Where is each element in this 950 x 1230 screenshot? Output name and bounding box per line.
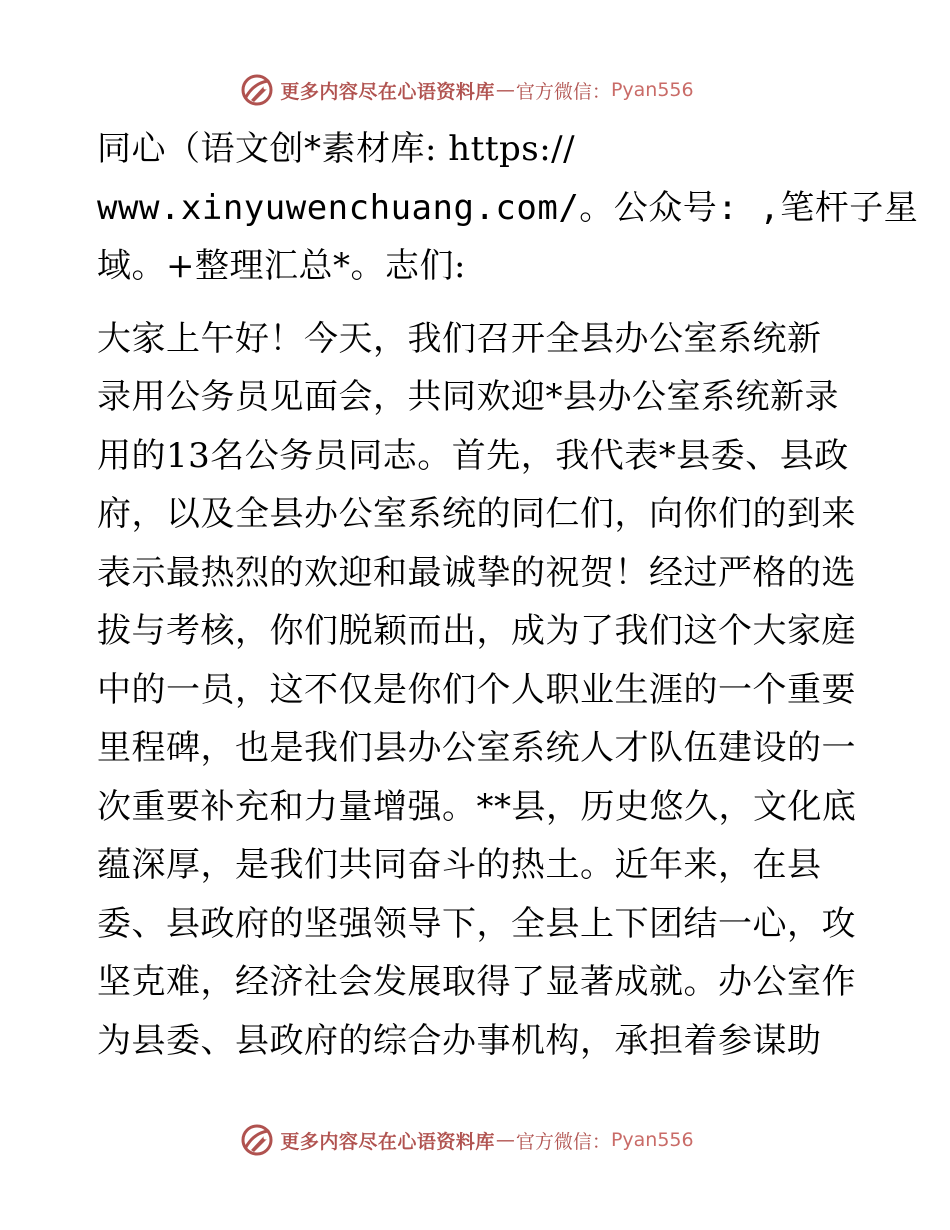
footer-banner-text: 更多内容尽在心语资料库: [280, 1130, 495, 1153]
text-line: 次重要补充和力量增强。**县，历史悠久，文化底: [97, 786, 857, 827]
text-line: 表示最热烈的欢迎和最诚挚的祝贺！经过严格的选: [97, 552, 856, 593]
text-line: 大家上午好！今天，我们召开全县办公室系统新: [97, 318, 822, 359]
header-contact-id: Pyan556: [610, 79, 694, 101]
text-line: 中的一员，这不仅是你们个人职业生涯的一个重要: [97, 669, 856, 710]
footer-contact-id: Pyan556: [610, 1129, 694, 1151]
header-banner-text: 更多内容尽在心语资料库: [280, 80, 495, 103]
footer-banner-dash: —: [495, 1129, 515, 1151]
header-banner-inner: [240, 73, 693, 107]
header-banner-dash: —: [495, 79, 515, 101]
text-line: 委、县政府的坚强领导下，全县上下团结一心，攻: [97, 903, 856, 944]
text-line: 录用公务员见面会，共同欢迎*县办公室系统新录: [97, 377, 839, 417]
text-line: 域。+整理汇总*。志们:: [97, 246, 466, 286]
pen-logo-icon: [240, 73, 274, 107]
pen-logo-icon: [240, 1123, 274, 1157]
text-line: 拔与考核，你们脱颖而出，成为了我们这个大家庭: [97, 611, 856, 651]
text-line: 同心（语文创*素材库: https://: [97, 129, 576, 169]
header-contact-label: 官方微信：: [515, 80, 611, 103]
footer-banner-inner: [240, 1123, 693, 1157]
text-line: 里程碑，也是我们县办公室系统人才队伍建设的一: [97, 728, 856, 768]
text-line: 府，以及全县办公室系统的同仁们，向你们的到来: [97, 494, 856, 534]
paragraph-gap: [97, 296, 857, 310]
text-line-url: [97, 179, 919, 238]
url-text: www.xinyuwenchuang.com/。公众号: ,笔杆子星: [97, 187, 919, 228]
document-body: [97, 120, 919, 1070]
footer-contact-label: 官方微信：: [515, 1130, 611, 1153]
header-banner: [0, 70, 950, 110]
text-line: 坚克难，经济社会发展取得了显著成就。办公室作: [97, 962, 856, 1002]
text-line: 蕴深厚，是我们共同奋斗的热土。近年来，在县: [97, 845, 822, 885]
text-line: 为县委、县政府的综合办事机构，承担着参谋助: [97, 1020, 822, 1061]
footer-banner: [0, 1120, 950, 1160]
text-line: 用的13名公务员同志。首先，我代表*县委、县政: [97, 435, 849, 476]
